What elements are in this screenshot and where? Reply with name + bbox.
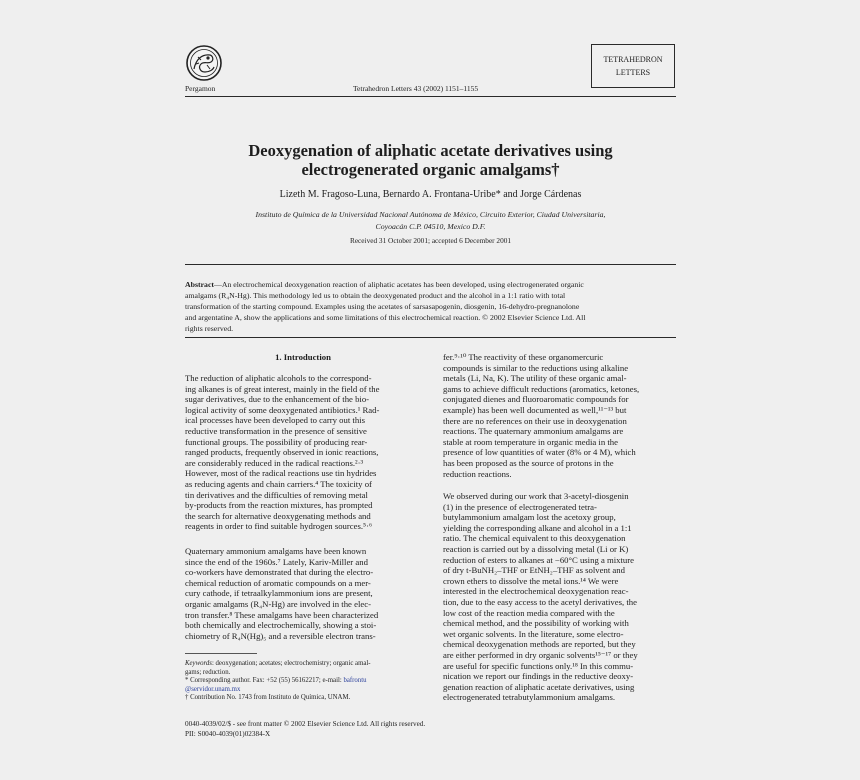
email-link[interactable]: bafrontu: [343, 677, 367, 685]
email-link-continued[interactable]: @servidor.unam.mx: [185, 685, 241, 693]
text-line: organic amalgams (R₄N-Hg) are involved in the elec-: [185, 598, 371, 609]
publisher-logo-icon: [186, 45, 222, 81]
text-line: genation reaction of aliphatic acetate derivatives, using: [443, 681, 635, 692]
abstract-bottom-divider: [185, 337, 676, 338]
text-line: both chemically and electrochemically, showing a stoi-: [185, 620, 377, 631]
text-line: there are no references on their use in deoxygenation: [443, 415, 627, 426]
text-line: compounds is similar to the reductions using alkaline: [443, 362, 629, 373]
affiliation-line-2: Coyoacán C.P. 04510, Mexico D.F.: [375, 222, 486, 231]
keywords-line: Keywords: deoxygenation; acetates; electrochemistry; organic amal-: [185, 660, 371, 667]
abstract: [185, 279, 676, 334]
keywords-label: Keywords: [185, 660, 212, 667]
text-line: nication we report our findings in the reductive deoxy-: [443, 671, 634, 682]
publisher-name: Pergamon: [185, 84, 216, 93]
text-line: ical processes have been developed to carry out this: [185, 415, 365, 426]
journal-reference: Tetrahedron Letters 43 (2002) 1151–1155: [353, 84, 479, 93]
text-line: logical activity of some deoxygenated antibiotics.¹ Rad-: [185, 404, 380, 415]
text-line: However, most of the radical reactions use tin hydrides: [185, 468, 377, 479]
journal-name-line-1: TETRAHEDRON: [603, 55, 663, 64]
text-line: reductive transformation in the presence of sensitive: [185, 425, 367, 436]
text-line: electrogenerated tetrabutylammonium amalgams.: [443, 692, 615, 703]
abstract-line-5: rights reserved.: [185, 324, 234, 333]
text-line: crown ethers to dissolve the metal ions.¹⁴ We were: [443, 575, 619, 586]
title-line-2: electrogenerated organic amalgams†: [301, 160, 560, 179]
text-line: butylammonium amalgam lost the acetoxy group,: [443, 512, 616, 523]
title-line-1: Deoxygenation of aliphatic acetate derivatives using: [248, 141, 613, 160]
left-column-paragraph-1: [185, 373, 421, 532]
copyright-line: 0040-4039/02/$ - see front matter © 2002 Elsevier Science Ltd. All rights reserved.: [185, 720, 426, 728]
journal-name-box: [591, 44, 675, 88]
article-title: [185, 141, 676, 179]
abstract-line-2: amalgams (R₄N-Hg). This methodology led us to obtain the deoxygenated product and the alcohol in a 1:1 ratio with total: [185, 291, 566, 300]
contribution-note: † Contribution No. 1743 from Instituto de Química, UNAM.: [185, 694, 351, 702]
text-line: chemical reduction of aromatic compounds on a mer-: [185, 577, 371, 588]
text-line: presence of low quantities of water (8% or 4 M), which: [443, 447, 636, 458]
text-line: reactions. The quaternary ammonium amalgams are: [443, 426, 624, 437]
text-line: Quaternary ammonium amalgams have been known: [185, 546, 367, 556]
affiliation-line-1: Instituto de Química de la Universidad Nacional Autónoma de México, Circuito Exterior, Ciudad Universitaria,: [255, 210, 606, 219]
text-line: metals (Li, Na, K). The utility of these organic amal-: [443, 373, 627, 384]
text-line: ranged products, frequently observed in ionic reactions,: [185, 447, 379, 458]
left-column-paragraph-2: [185, 546, 421, 641]
text-line: wet organic solvents. In the literature, some electro-: [443, 628, 624, 639]
received-dates: Received 31 October 2001; accepted 6 December 2001: [349, 236, 512, 245]
text-line: cury cathode, if tetraalkylammonium ions are present,: [185, 588, 373, 599]
text-line: reaction is carried out by a dissolving metal (Li or K): [443, 543, 629, 554]
abstract-top-divider: [185, 264, 676, 265]
text-line: chemical method, and the possibility of working with: [443, 618, 629, 629]
keywords-line-2: gams; reduction.: [185, 668, 231, 676]
text-line: tion, due to the easy access to the acetyl derivatives, the: [443, 596, 637, 607]
text-line: reagents in order to find suitable hydrogen sources.⁵·⁶: [185, 521, 372, 532]
text-line: reduction of esters to alkanes at −60°C using a mixture: [443, 554, 635, 565]
text-line: as reducing agents and chain carriers.⁴ The toxicity of: [185, 478, 372, 489]
abstract-label: Abstract: [185, 280, 215, 289]
pii-line: PII: S0040-4039(01)02384-X: [185, 730, 271, 738]
right-column-paragraph-2: [443, 491, 677, 703]
footnotes: [185, 660, 421, 703]
text-line: reduction reactions.: [443, 468, 512, 479]
copyright-footer: [185, 719, 425, 739]
journal-name-line-2: LETTERS: [615, 68, 651, 77]
text-line: (1) in the presence of electrogenerated tetra-: [443, 501, 597, 512]
text-line: yielding the corresponding alkane and alcohol in a 1:1: [443, 522, 632, 533]
abstract-line-4: and argentatine A, show the applications and some limitations of this electrochemical reaction. © 2002 Elsevier Science Ltd. All: [185, 313, 586, 322]
header-divider: [185, 96, 676, 97]
text-line: the search for alternative deoxygenating methods and: [185, 510, 371, 521]
text-line: fer.⁹·¹⁰ The reactivity of these organomercuric: [443, 352, 604, 362]
section-heading-introduction: 1. Introduction: [275, 352, 331, 362]
text-line: sugar derivatives, due to the enhancement of the bio-: [185, 394, 370, 405]
author-list: Lizeth M. Fragoso-Luna, Bernardo A. Frontana-Uribe* and Jorge Cárdenas: [279, 189, 582, 200]
text-line: are useful for specific functions only.¹⁸ In this commu-: [443, 660, 634, 671]
text-line: by-products from the reaction mixtures, has prompted: [185, 500, 373, 511]
corresponding-author-line: * Corresponding author. Fax: +52 (55) 56162217; e-mail: bafrontu: [185, 677, 367, 685]
affiliation: [185, 209, 676, 233]
text-line: has been proposed as the source of protons in the: [443, 457, 614, 468]
footnote-divider: [185, 653, 257, 654]
text-line: co-workers have demonstrated that during the electro-: [185, 567, 374, 578]
text-line: low cost of the reaction media compared with the: [443, 607, 615, 618]
text-line: We observed during our work that 3-acetyl-diosgenin: [443, 491, 629, 501]
abstract-line-1: Abstract—An electrochemical deoxygenation reaction of aliphatic acetates has been developed, using electrogenerated organic: [185, 280, 584, 289]
text-line: of dry t-BuNH₂–THF or EtNH₂–THF as solvent and: [443, 565, 625, 576]
text-line: are considerably reduced in the radical reactions.²·³: [185, 457, 364, 468]
right-column-paragraph-1: [443, 352, 677, 479]
text-line: gams to achieve difficult reductions (aromatics, ketones,: [443, 383, 640, 394]
text-line: ratio. The chemical equivalent to this deoxygenation: [443, 533, 626, 544]
text-line: tron transfer.⁸ These amalgams have been characterized: [185, 609, 379, 620]
text-line: since the end of the 1960s.⁷ Lately, Kariv-Miller and: [185, 556, 368, 567]
text-line: example) has been well documented as well,¹¹⁻¹³ but: [443, 404, 627, 415]
text-line: conjugated dienes and fluoroaromatic compounds for: [443, 394, 629, 405]
abstract-line-3: transformation of the starting compound. Examples using the acetates of sarsasapogenin, diosgenin, 16-dehydro-pregnanolone: [185, 302, 580, 311]
text-line: chiometry of R₄N(Hg)₅ and a reversible electron trans-: [185, 630, 376, 641]
text-line: tin derivatives and the difficulties of removing metal: [185, 489, 368, 500]
text-line: interested in the electrochemical deoxygenation reac-: [443, 586, 629, 597]
text-line: The reduction of aliphatic alcohols to the correspond-: [185, 373, 372, 383]
text-line: functional groups. The possibility of producing rear-: [185, 436, 368, 447]
text-line: are either performed in dry organic solvents¹⁵⁻¹⁷ or they: [443, 649, 638, 660]
text-line: stable at room temperature in organic media in the: [443, 436, 618, 447]
text-line: ing alkanes is of great interest, mainly in the field of the: [185, 383, 380, 394]
text-line: chemical deoxygenation methods are reported, but they: [443, 639, 636, 650]
